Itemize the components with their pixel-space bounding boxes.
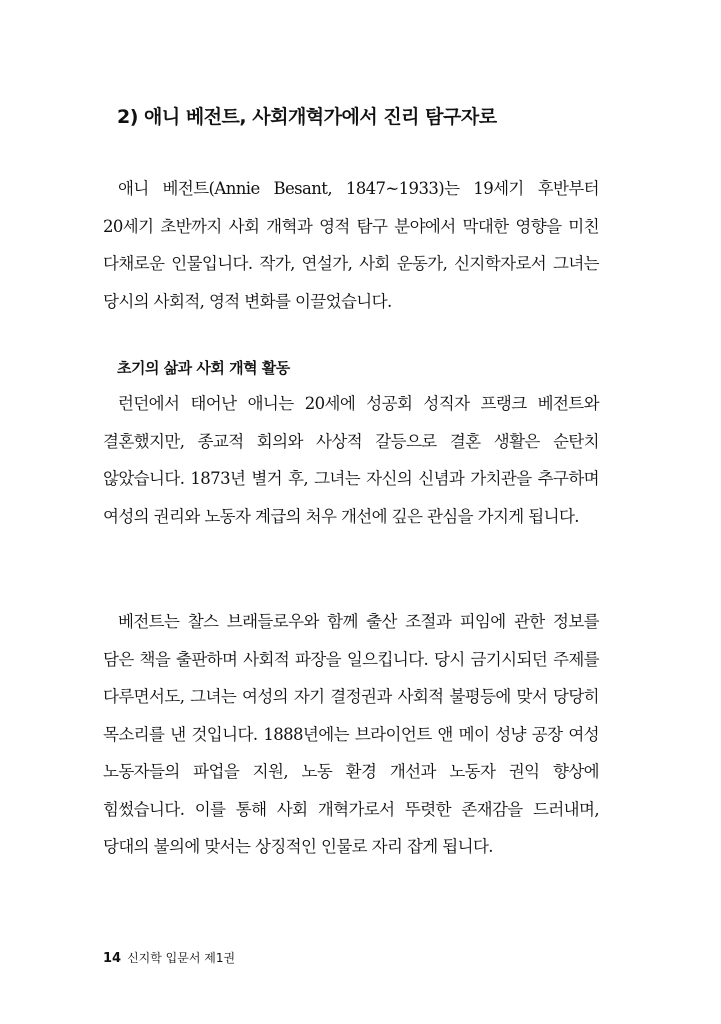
early-life-paragraph — [103, 385, 599, 535]
section-title: 2) 애니 베전트, 사회개혁가에서 진리 탐구자로 — [117, 106, 497, 128]
page-number: 14 — [103, 951, 122, 966]
subheading: 초기의 삶과 사회 개혁 활동 — [117, 359, 290, 377]
reform-paragraph-text: 베전트는 찰스 브래들로우와 함께 출산 조절과 피임에 관한 정보를 담은 책을 출판하며 사회적 파장을 일으킵니다. 당시 금기시되던 주제를 다루면서도, 그녀는 여성의 자기 결정권과 사회적 불평등에 맞서 당당히 목소리를 낸 것입니다. 1888년에는 브라이언트 앤 메이 성냥 공장 여성 노동자들의 파업을 지원, 노동 환경 개선과 노동자 권익 향상에 힘썼습니다. 이를 통해 사회 개혁가로서 뚜렷한 존재감을 드러내며, 당대의 불의에 맞서는 상징적인 인물로 자리 잡게 됩니다. — [103, 612, 599, 856]
book-title: 신지학 입문서 제1권 — [127, 951, 236, 965]
reform-paragraph — [103, 603, 599, 866]
page-footer — [103, 949, 235, 966]
early-life-paragraph-text: 런던에서 태어난 애니는 20세에 성공회 성직자 프랭크 베전트와 결혼했지만, 종교적 회의와 사상적 갈등으로 결혼 생활은 순탄치 않았습니다. 1873년 별거 후, 그녀는 자신의 신념과 가치관을 추구하며 여성의 권리와 노동자 계급의 처우 개선에 깊은 관심을 가지게 됩니다. — [103, 394, 599, 526]
intro-paragraph-text: 애니 베전트(Annie Besant, 1847~1933)는 19세기 후반부터 20세기 초반까지 사회 개혁과 영적 탐구 분야에서 막대한 영향을 미친 다채로운 인물입니다. 작가, 연설가, 사회 운동가, 신지학자로서 그녀는 당시의 사회적, 영적 변화를 이끌었습니다. — [103, 179, 599, 311]
intro-paragraph — [103, 170, 599, 320]
